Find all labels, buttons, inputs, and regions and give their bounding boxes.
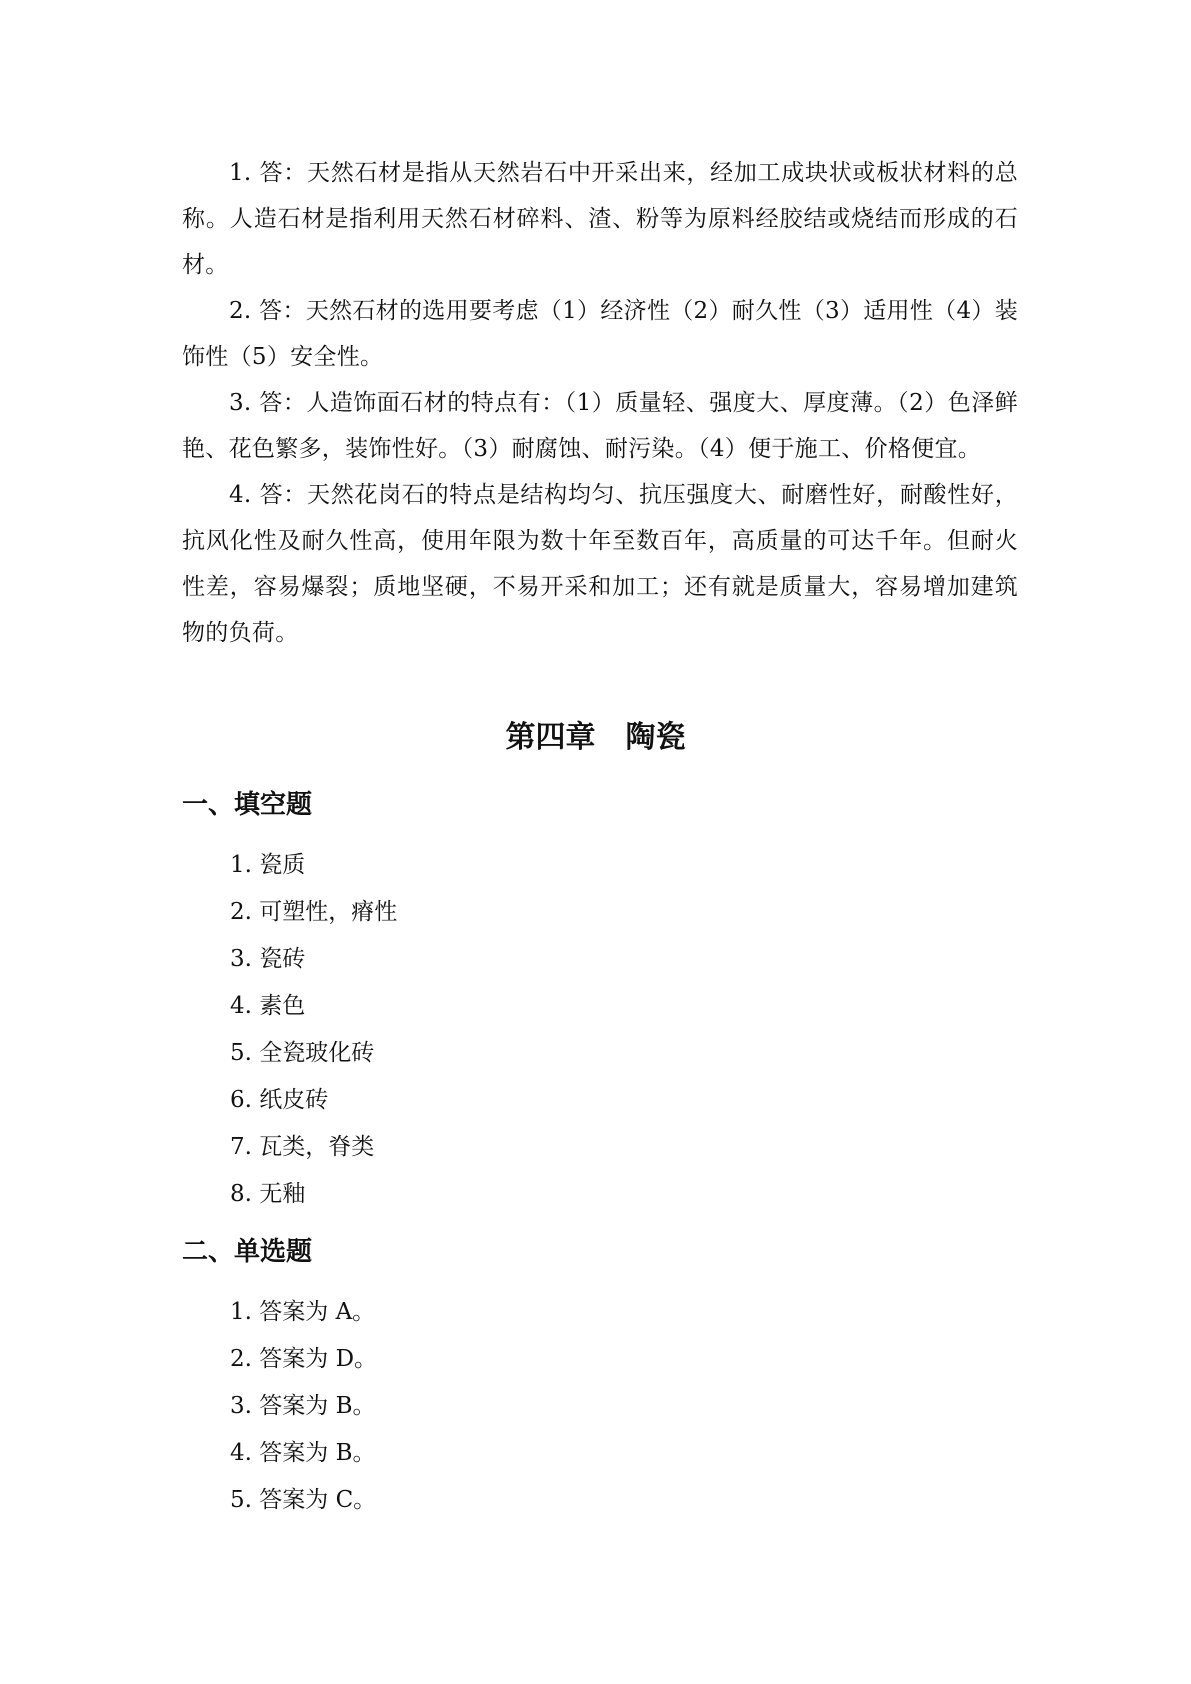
list-item: 2. 可塑性，瘠性 <box>230 899 398 925</box>
list-item: 3. 答案为 B。 <box>230 1393 376 1419</box>
list-item: 5. 全瓷玻化砖 <box>230 1040 375 1066</box>
short-answer-3: 3. 答：人造饰面石材的特点有：（1）质量轻、强度大、厚度薄。（2）色泽鲜艳、花色繁多，装饰性好。（3）耐腐蚀、耐污染。（4）便于施工、价格便宜。 <box>182 390 1018 462</box>
list-item: 1. 瓷质 <box>230 852 306 878</box>
list-item: 4. 素色 <box>230 993 306 1019</box>
short-answer-4: 4. 答：天然花岗石的特点是结构均匀、抗压强度大、耐磨性好，耐酸性好，抗风化性及耐久性高，使用年限为数十年至数百年，高质量的可达千年。但耐火性差，容易爆裂；质地坚硬，不易开采和加工；还有就是质量大，容易增加建筑物的负荷。 <box>182 482 1018 646</box>
chapter3-short-answers <box>182 150 1018 656</box>
list-item: 4. 答案为 B。 <box>230 1440 376 1466</box>
list-item: 7. 瓦类，脊类 <box>230 1134 375 1160</box>
list-item: 8. 无釉 <box>230 1181 306 1207</box>
section-heading-fill-in-blank: 一、填空题 <box>182 790 313 820</box>
list-item: 5. 答案为 C。 <box>230 1487 377 1513</box>
list-item: 2. 答案为 D。 <box>230 1346 378 1372</box>
chapter-title: 第四章 陶瓷 <box>505 720 686 755</box>
list-item: 6. 纸皮砖 <box>230 1087 329 1113</box>
section-heading-single-choice: 二、单选题 <box>182 1237 313 1267</box>
fill-in-blank-answer-list <box>230 842 397 1218</box>
list-item: 3. 瓷砖 <box>230 946 306 972</box>
short-answer-1: 1. 答：天然石材是指从天然岩石中开采出来，经加工成块状或板状材料的总称。人造石材是指利用天然石材碎料、渣、粉等为原料经胶结或烧结而形成的石材。 <box>182 160 1018 278</box>
list-item: 1. 答案为 A。 <box>230 1299 376 1325</box>
single-choice-answer-list <box>230 1289 377 1524</box>
short-answer-2: 2. 答：天然石材的选用要考虑（1）经济性（2）耐久性（3）适用性（4）装饰性（5）安全性。 <box>182 298 1018 370</box>
